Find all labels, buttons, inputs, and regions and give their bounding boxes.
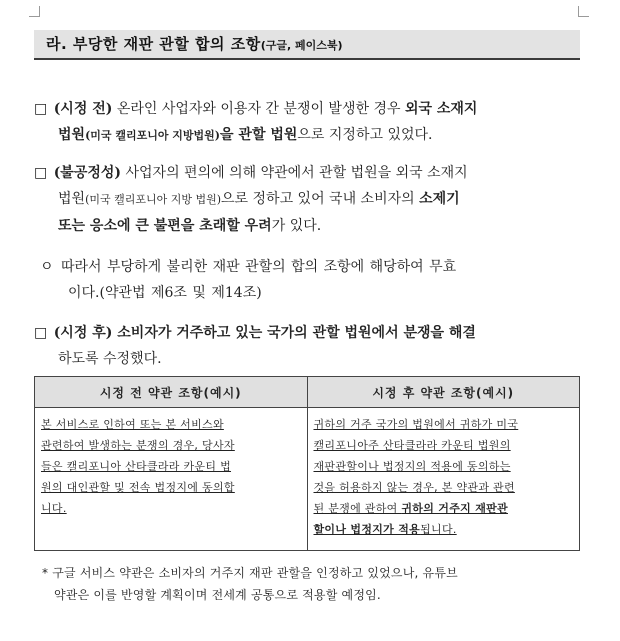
checkbox-bullet-icon: □ — [34, 325, 48, 341]
cell-before-clause — [35, 408, 308, 551]
clause-line — [314, 498, 575, 519]
footnote-line: * 구글 서비스 약관은 소비자의 거주지 재판 관할을 인정하고 있었으나, 유튜브 — [42, 566, 458, 580]
bold-segment: 귀하의 거주지 재판관 — [401, 502, 508, 515]
small-bold-segment: (미국 캘리포니아 지방법원) — [85, 129, 221, 142]
label-before: (시정 전) — [53, 101, 113, 117]
text-segment: 으로 정하고 있어 국내 소비자의 — [221, 191, 420, 207]
clause-line: 본 서비스로 인하여 또는 본 서비스와 — [41, 418, 224, 431]
bold-segment: 외국 소재지 — [404, 101, 478, 117]
page-corner-mark-right — [578, 6, 589, 17]
circle-bullet-icon: ㅇ — [40, 259, 54, 275]
section-heading — [34, 30, 580, 60]
paragraph-conclusion — [40, 254, 580, 306]
paragraph-line — [34, 213, 580, 239]
page-corner-mark-left — [29, 6, 40, 17]
label-unfairness: (불공정성) — [53, 165, 122, 181]
paragraph-line — [34, 186, 580, 213]
bold-segment: 또는 응소에 큰 불편을 초래할 우려 — [58, 218, 272, 234]
column-header-after: 시정 후 약관 조항(예시) — [307, 377, 580, 408]
clause-line: 재판관할이나 법정지의 적용에 동의하는 — [313, 460, 511, 473]
clause-line: 원의 대인관할 및 전속 법정지에 동의합 — [41, 481, 235, 494]
text-segment: 이다.(약관법 제6조 및 제14조) — [68, 285, 262, 301]
text-segment: 법원 — [58, 191, 86, 207]
paragraph-line — [34, 96, 580, 122]
clause-line — [314, 519, 575, 540]
paragraph-after-correction — [34, 320, 580, 372]
table-header-row — [35, 377, 580, 408]
clause-line: 것을 허용하지 않는 경우, 본 약관과 관련 — [313, 481, 515, 494]
text-segment: 따라서 부당하게 불리한 재판 관할의 합의 조항에 해당하여 무효 — [60, 259, 457, 275]
footnote — [42, 562, 580, 606]
label-after: (시정 후) — [53, 325, 113, 341]
bold-segment: 할이나 법정지가 적용 — [313, 523, 421, 536]
paragraph-line — [40, 254, 580, 280]
checkbox-bullet-icon: □ — [34, 165, 48, 181]
cell-after-clause — [307, 408, 580, 551]
paragraph-line — [34, 346, 580, 372]
column-header-before: 시정 전 약관 조항(예시) — [35, 377, 308, 408]
checkbox-bullet-icon: □ — [34, 101, 48, 117]
paragraph-unfairness — [34, 160, 580, 239]
text-segment: 으로 지정하고 있었다. — [297, 127, 433, 143]
clause-line: 귀하의 거주 국가의 법원에서 귀하가 미국 — [313, 418, 519, 431]
small-segment: (미국 캘리포니아 지방 법원) — [85, 193, 222, 206]
clause-line: 캘리포니아주 산타클라라 카운티 법원의 — [313, 439, 511, 452]
section-subtitle: (구글, 페이스북) — [260, 39, 343, 52]
table-row — [35, 408, 580, 551]
footnote-line: 약관은 이를 반영할 계획이며 전세계 공통으로 적용할 예정임. — [54, 588, 381, 602]
paragraph-before-correction — [34, 96, 580, 149]
bold-segment: 을 관할 법원 — [220, 127, 298, 143]
comparison-table — [34, 376, 580, 551]
bold-segment: 법원 — [58, 127, 86, 143]
paragraph-line — [40, 280, 580, 306]
text-segment: 하도록 수정했다. — [58, 351, 162, 367]
text-segment: 가 있다. — [271, 218, 322, 234]
clause-line: 니다. — [41, 502, 67, 515]
text-segment: 사업자의 편의에 의해 약관에서 관할 법원을 외국 소재지 — [121, 165, 468, 181]
clause-line: 관련하여 발생하는 분쟁의 경우, 당사자 — [41, 439, 235, 452]
paragraph-line — [34, 320, 580, 346]
bold-segment: 소비자가 거주하고 있는 국가의 관할 법원에서 분쟁을 해결 — [112, 325, 476, 341]
text-segment: 된 분쟁에 관하여 — [313, 502, 402, 515]
bold-segment: 소제기 — [419, 191, 460, 207]
clause-line: 들은 캘리포니아 산타클라라 카운티 법 — [41, 460, 232, 473]
text-segment: 됩니다. — [420, 523, 457, 536]
paragraph-line — [34, 160, 580, 186]
text-segment: 온라인 사업자와 이용자 간 분쟁이 발생한 경우 — [112, 101, 405, 117]
section-title: 라. 부당한 재판 관할 합의 조항 — [46, 35, 261, 53]
paragraph-line — [34, 122, 580, 149]
